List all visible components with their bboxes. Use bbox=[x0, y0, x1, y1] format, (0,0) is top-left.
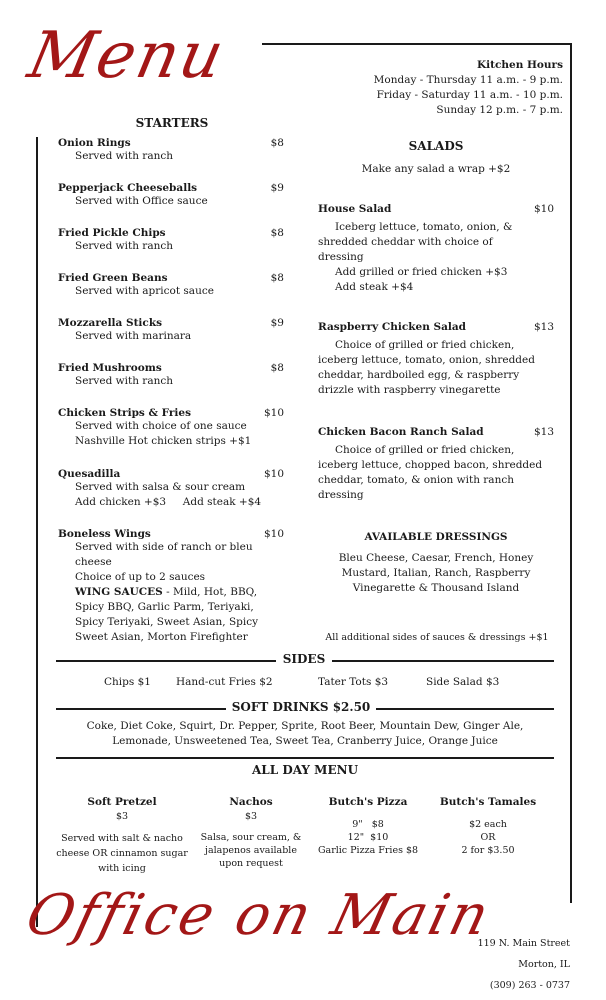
side-item: Chips $1 bbox=[104, 676, 151, 688]
all-day-item-line: $3 bbox=[244, 811, 258, 822]
starter-desc: Served with choice of one sauce bbox=[75, 420, 247, 432]
all-day-item bbox=[52, 795, 192, 876]
starter-name: Mozzarella Sticks bbox=[58, 317, 163, 329]
salad-item bbox=[318, 321, 554, 398]
starter-desc: Served with ranch bbox=[75, 150, 173, 162]
starter-desc: Choice of up to 2 sauces bbox=[75, 571, 206, 583]
all-day-item-line bbox=[52, 823, 192, 831]
frame-left-line bbox=[36, 137, 38, 927]
starter-price: $10 bbox=[263, 407, 284, 419]
starter-item bbox=[58, 272, 284, 299]
starter-item bbox=[58, 182, 284, 209]
starter-name: Onion Rings bbox=[58, 137, 131, 149]
starter-price: $8 bbox=[270, 227, 284, 239]
soft-drinks-title: SOFT DRINKS $2.50 bbox=[231, 700, 371, 714]
kitchen-hours-line: Sunday 12 p.m. - 7 p.m. bbox=[436, 104, 563, 116]
kitchen-hours bbox=[330, 58, 563, 118]
starter-name: Fried Pickle Chips bbox=[58, 227, 166, 239]
dressings-title: AVAILABLE DRESSINGS bbox=[364, 531, 508, 543]
salad-extra: Add steak +$4 bbox=[335, 281, 414, 293]
starter-desc: Served with ranch bbox=[75, 240, 173, 252]
drinks-rule-left bbox=[56, 708, 226, 710]
starter-desc: Served with Office sauce bbox=[75, 195, 208, 207]
starter-desc: Served with marinara bbox=[75, 330, 192, 342]
starter-item bbox=[58, 362, 284, 389]
kitchen-hours-title: Kitchen Hours bbox=[477, 59, 563, 71]
starter-name: Boneless Wings bbox=[58, 528, 151, 540]
sides-rule-right bbox=[332, 660, 554, 662]
all-day-item-line: $3 bbox=[115, 811, 129, 822]
salads-subtitle: Make any salad a wrap +$2 bbox=[361, 163, 511, 175]
all-day-item-line: 2 for $3.50 bbox=[461, 845, 515, 856]
side-item: Tater Tots $3 bbox=[318, 676, 389, 688]
starter-name: Quesadilla bbox=[58, 468, 121, 480]
all-day-item-line: OR bbox=[480, 832, 496, 843]
salad-item bbox=[318, 426, 554, 503]
menu-logo: Menu bbox=[22, 19, 232, 93]
salad-name: Chicken Bacon Ranch Salad bbox=[318, 426, 484, 438]
drinks-rule-right bbox=[376, 708, 554, 710]
dressings-text: Bleu Cheese, Caesar, French, Honey Mustard, Italian, Ranch, Raspberry Vinegarette & Thousand Island bbox=[338, 552, 534, 594]
all-day-item-line bbox=[196, 823, 306, 831]
all-day-item-line bbox=[306, 810, 430, 818]
starter-desc: Served with apricot sauce bbox=[75, 285, 214, 297]
address-phone: (309) 263 - 0737 bbox=[489, 980, 570, 991]
salad-desc: Choice of grilled or fried chicken, iceberg lettuce, tomato, onion, shredded cheddar, hardboiled egg, & raspberry drizzle with raspberry vinegarette bbox=[318, 339, 535, 396]
office-on-main-logo: Office on Main bbox=[20, 883, 499, 948]
starter-item bbox=[58, 227, 284, 254]
all-day-item-name: Butch's Tamales bbox=[439, 796, 537, 808]
kitchen-hours-line: Friday - Saturday 11 a.m. - 10 p.m. bbox=[376, 89, 563, 101]
starter-desc: Served with ranch bbox=[75, 375, 173, 387]
starter-item bbox=[58, 137, 284, 164]
starters-title: STARTERS bbox=[135, 116, 209, 130]
all-day-item bbox=[306, 795, 430, 857]
salad-extra: Add grilled or fried chicken +$3 bbox=[335, 266, 508, 278]
starter-name: Fried Mushrooms bbox=[58, 362, 162, 374]
starter-price: $8 bbox=[270, 272, 284, 284]
wing-sauces-label: WING SAUCES bbox=[75, 586, 163, 598]
wing-sauces-text: - Mild, Hot, BBQ, Spicy BBQ, Garlic Parm, Teriyaki, Spicy Teriyaki, Sweet Asian, Spicy Sweet Asian, Morton Firefighter bbox=[75, 586, 259, 643]
starter-price: $8 bbox=[270, 137, 284, 149]
all-day-item-name: Butch's Pizza bbox=[328, 796, 408, 808]
starter-name: Pepperjack Cheeseballs bbox=[58, 182, 198, 194]
address-city: Morton, IL bbox=[518, 959, 570, 970]
salad-desc: Choice of grilled or fried chicken, iceberg lettuce, chopped bacon, shredded cheddar, tomato, & onion with ranch dressing bbox=[318, 444, 543, 501]
address-block bbox=[440, 936, 570, 993]
side-item: Side Salad $3 bbox=[426, 676, 500, 688]
starter-name: Fried Green Beans bbox=[58, 272, 168, 284]
all-day-item-line: $2 each bbox=[469, 819, 507, 830]
salad-price: $10 bbox=[533, 203, 554, 215]
frame-right-line bbox=[570, 43, 572, 903]
all-day-rule bbox=[56, 757, 554, 759]
all-day-item-name: Nachos bbox=[229, 796, 273, 808]
starter-desc: Nashville Hot chicken strips +$1 bbox=[75, 435, 252, 447]
starter-desc: Served with salsa & sour cream bbox=[75, 481, 246, 493]
salad-price: $13 bbox=[533, 321, 554, 333]
salad-item bbox=[318, 203, 554, 295]
sides-rule-left bbox=[56, 660, 276, 662]
salad-name: Raspberry Chicken Salad bbox=[318, 321, 467, 333]
starter-name: Chicken Strips & Fries bbox=[58, 407, 191, 419]
side-item: Hand-cut Fries $2 bbox=[176, 676, 273, 688]
sides-title: SIDES bbox=[282, 652, 326, 666]
starter-price: $10 bbox=[263, 468, 284, 480]
all-day-item-name: Soft Pretzel bbox=[87, 796, 157, 808]
starter-item-wings bbox=[58, 528, 284, 645]
salad-desc: Iceberg lettuce, tomato, onion, & shredded cheddar with choice of dressing bbox=[318, 221, 513, 263]
all-day-item-line: 12" $10 bbox=[347, 832, 389, 843]
all-day-title: ALL DAY MENU bbox=[251, 763, 359, 777]
salad-price: $13 bbox=[533, 426, 554, 438]
starter-item bbox=[58, 317, 284, 344]
all-day-item-line bbox=[430, 810, 546, 818]
frame-top-line bbox=[262, 43, 572, 45]
starter-item bbox=[58, 407, 284, 449]
all-day-item-line: 9" $8 bbox=[352, 819, 384, 830]
address-street: 119 N. Main Street bbox=[477, 938, 570, 949]
starter-price: $10 bbox=[263, 528, 284, 540]
starter-item bbox=[58, 468, 284, 510]
wing-sauces bbox=[58, 585, 273, 645]
all-day-item-line: Salsa, sour cream, & jalapenos available upon request bbox=[200, 832, 302, 869]
salads-title: SALADS bbox=[408, 139, 464, 153]
additional-sides-note: All additional sides of sauces & dressings +$1 bbox=[325, 632, 549, 643]
all-day-item bbox=[196, 795, 306, 870]
salad-name: House Salad bbox=[318, 203, 392, 215]
all-day-item-line: Served with salt & nacho cheese OR cinnamon sugar with icing bbox=[56, 833, 188, 874]
starter-price: $9 bbox=[270, 182, 284, 194]
soft-drinks-text: Coke, Diet Coke, Squirt, Dr. Pepper, Sprite, Root Beer, Mountain Dew, Ginger Ale, Lemonade, Unsweetened Tea, Sweet Tea, Cranberry Juice, Orange Juice bbox=[86, 720, 524, 747]
all-day-item bbox=[430, 795, 546, 857]
starter-desc: Add chicken +$3 Add steak +$4 bbox=[75, 496, 262, 508]
starter-desc: Served with side of ranch or bleu cheese bbox=[75, 541, 253, 568]
kitchen-hours-line: Monday - Thursday 11 a.m. - 9 p.m. bbox=[373, 74, 563, 86]
all-day-item-line: Garlic Pizza Fries $8 bbox=[317, 845, 419, 856]
starter-price: $9 bbox=[270, 317, 284, 329]
starter-price: $8 bbox=[270, 362, 284, 374]
